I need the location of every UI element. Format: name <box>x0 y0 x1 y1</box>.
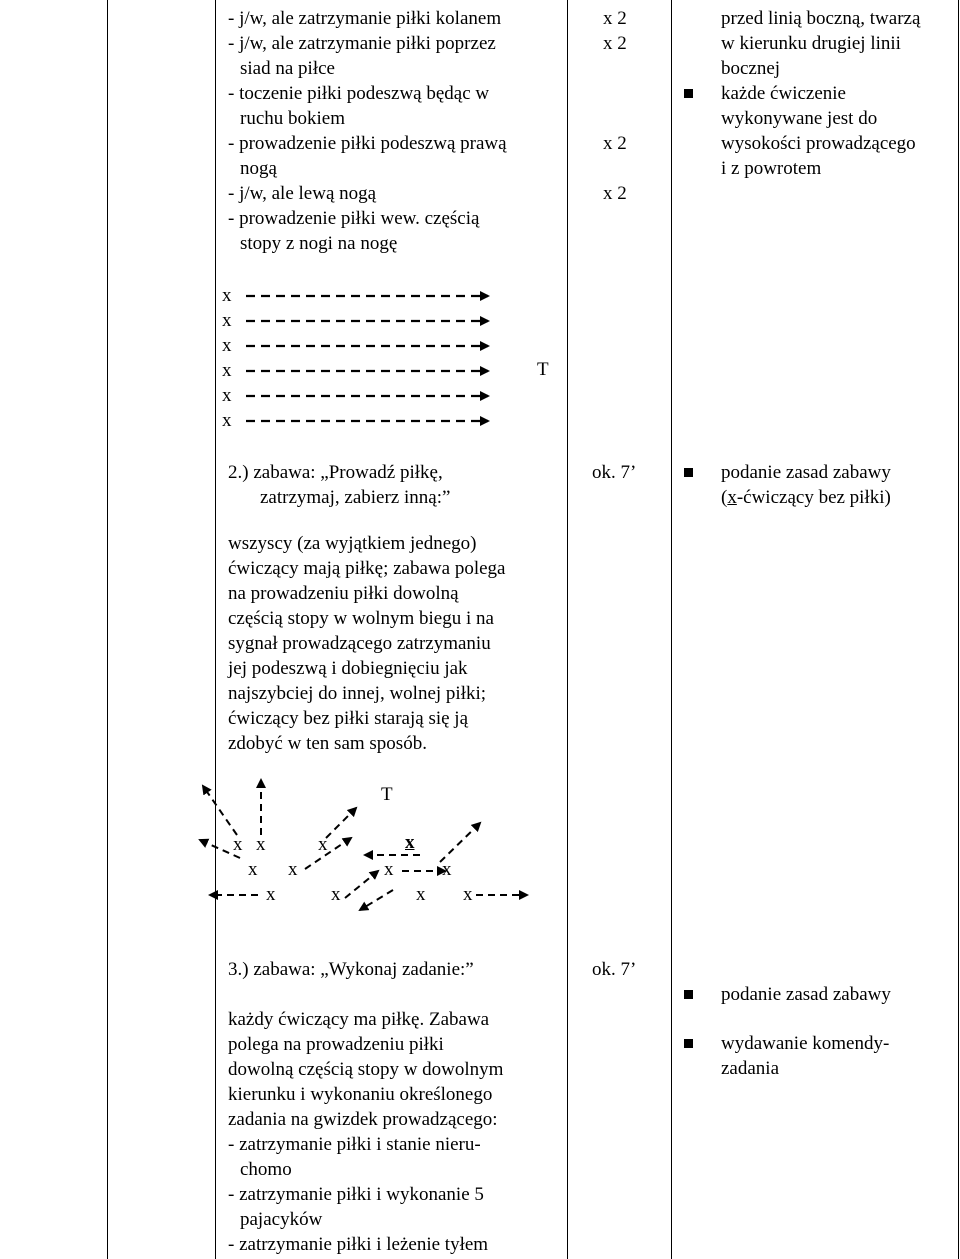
game-duration: ok. 7’ <box>592 462 637 483</box>
exercise-line: - j/w, ale zatrzymanie piłki poprzez <box>228 33 496 54</box>
game-title: 3.) zabawa: „Wykonaj zadanie:” <box>228 959 474 980</box>
player-mark: x <box>222 310 232 331</box>
teacher-mark: T <box>537 359 549 380</box>
description-line: dowolną częścią stopy w dowolnym <box>228 1059 504 1080</box>
description-line: częścią stopy w wolnym biegu i na <box>228 608 494 629</box>
teacher-mark: T <box>381 784 393 805</box>
repetition-count: x 2 <box>603 8 627 29</box>
player-mark: x <box>222 360 232 381</box>
bullet-icon <box>684 990 693 999</box>
bullet-icon <box>684 468 693 477</box>
player-mark: x <box>416 884 426 905</box>
dashed-arrow <box>203 786 237 835</box>
description-line: wszyscy (za wyjątkiem jednego) <box>228 533 477 554</box>
player-mark: x <box>222 410 232 431</box>
bullet-icon <box>684 1039 693 1048</box>
description-line: chomo <box>240 1159 292 1180</box>
repetition-count: x 2 <box>603 183 627 204</box>
exercise-line: ruchu bokiem <box>240 108 346 129</box>
note-text: -ćwiczący bez piłki) <box>736 487 891 508</box>
exercise-line: - toczenie piłki podeszwą będąc w <box>228 83 490 104</box>
player-mark: x <box>288 859 298 880</box>
exercise-line: siad na piłce <box>240 58 335 79</box>
description-line: ćwiczący bez piłki starają się ją <box>228 708 469 729</box>
game-duration: ok. 7’ <box>592 959 637 980</box>
exercise-line: - j/w, ale lewą nogą <box>228 183 377 204</box>
note-line: zadania <box>721 1058 780 1079</box>
exercise-line: - j/w, ale zatrzymanie piłki kolanem <box>228 8 502 29</box>
exercise-line: nogą <box>240 158 277 179</box>
description-line: na prowadzeniu piłki dowolną <box>228 583 459 604</box>
description-line: zadania na gwizdek prowadzącego: <box>228 1109 498 1130</box>
note-line: wydawanie komendy- <box>721 1033 890 1054</box>
description-line: ćwiczący mają piłkę; zabawa polega <box>228 558 506 579</box>
player-mark: x <box>384 859 394 880</box>
dashed-arrow <box>440 823 480 862</box>
description-line: każdy ćwiczący ma piłkę. Zabawa <box>228 1009 490 1030</box>
player-symbol: x <box>727 487 737 508</box>
note-paren: ( <box>721 487 728 508</box>
description-line: jej podeszwą i dobiegnięciu jak <box>228 658 468 679</box>
exercise-line: - prowadzenie piłki podeszwą prawą <box>228 133 507 154</box>
dashed-arrow <box>345 871 378 898</box>
note-line: każde ćwiczenie <box>721 83 846 104</box>
description-line: zdobyć w ten sam sposób. <box>228 733 427 754</box>
player-mark: x <box>266 884 276 905</box>
note-line: podanie zasad zabawy <box>721 462 891 483</box>
player-mark: x <box>442 859 452 880</box>
note-line: bocznej <box>721 58 781 79</box>
note-line: wysokości prowadzącego <box>721 133 916 154</box>
player-mark: x <box>222 285 232 306</box>
player-mark: x <box>233 834 243 855</box>
description-line: pajacyków <box>240 1209 323 1230</box>
description-line: - zatrzymanie piłki i stanie nieru- <box>228 1134 481 1155</box>
player-mark-with-ball: x <box>405 832 415 853</box>
exercise-line: - prowadzenie piłki wew. częścią <box>228 208 480 229</box>
note-line: przed linią boczną, twarzą <box>721 8 921 29</box>
description-line: sygnał prowadzącego zatrzymaniu <box>228 633 491 654</box>
exercise-line: stopy z nogi na nogę <box>240 233 398 254</box>
repetition-count: x 2 <box>603 133 627 154</box>
repetition-count: x 2 <box>603 33 627 54</box>
player-mark: x <box>222 335 232 356</box>
note-line: wykonywane jest do <box>721 108 878 129</box>
description-line: - zatrzymanie piłki i leżenie tyłem <box>228 1234 489 1255</box>
game-title: 2.) zabawa: „Prowadź piłkę, <box>228 462 443 483</box>
description-line: polega na prowadzeniu piłki <box>228 1034 444 1055</box>
note-line: podanie zasad zabawy <box>721 984 891 1005</box>
description-line: - zatrzymanie piłki i wykonanie 5 <box>228 1184 484 1205</box>
player-mark: x <box>318 834 328 855</box>
game-title: zatrzymaj, zabierz inną:” <box>260 487 451 508</box>
player-mark: x <box>331 884 341 905</box>
dashed-arrow <box>305 838 351 869</box>
dashed-arrow <box>360 890 393 910</box>
note-line <box>721 486 891 510</box>
player-mark: x <box>463 884 473 905</box>
description-line: kierunku i wykonaniu określonego <box>228 1084 493 1105</box>
player-mark: x <box>256 834 266 855</box>
note-line: w kierunku drugiej linii <box>721 33 901 54</box>
player-mark: x <box>222 385 232 406</box>
note-line: i z powrotem <box>721 158 822 179</box>
description-line: najszybciej do innej, wolnej piłki; <box>228 683 487 704</box>
player-mark: x <box>248 859 258 880</box>
dashed-arrow <box>326 808 356 838</box>
